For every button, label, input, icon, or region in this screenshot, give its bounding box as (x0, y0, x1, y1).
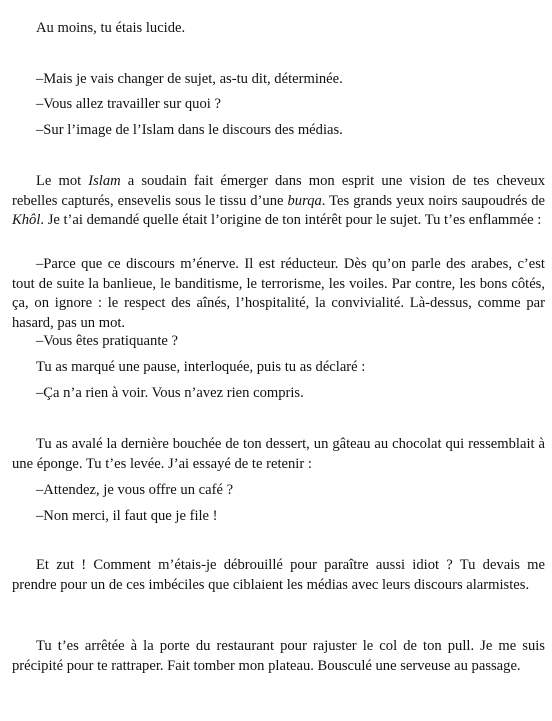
dialogue-line-2: –Vous allez travailler sur quoi ? (36, 96, 221, 112)
dialogue-paragraph-discours: –Parce que ce discours m’énerve. Il est réducteur. Dès qu’on parle des arabes, c’est tout de suite la banlieue, le banditisme, le terrorisme, les voiles. Par contre, les bons côtés, ça, on ignore : le respect des aînés, l’hospitalité, la convivialité. Là-dessus, comme par hasard, pas un mot. (12, 256, 545, 331)
dialogue-line-1: –Mais je vais changer de sujet, as-tu dit, déterminée. (36, 71, 343, 87)
paragraph-islam-part-2: a soudain fait émerger dans mon esprit une vision de tes cheveux rebelles capturés, ensevelis sous le tissu d’une (12, 173, 545, 209)
paragraph-islam-italic-1: Islam (88, 173, 121, 189)
paragraph-islam-part-1: Le mot (36, 173, 89, 189)
paragraph-1: Au moins, tu étais lucide. (36, 20, 186, 36)
paragraph-et-zut: Et zut ! Comment m’étais-je débrouillé pour paraître aussi idiot ? Tu devais me prendre pour un de ces imbéciles que ciblaient les médias avec leurs discours alarmistes. (12, 557, 545, 593)
paragraph-islam-part-4: . Je t’ai demandé quelle était l’origine de ton intérêt pour le sujet. Tu t’es enflammée : (40, 212, 542, 228)
paragraph-islam-part-3: . Tes grands yeux noirs saupoudrés de (321, 192, 545, 209)
dialogue-line-3: –Sur l’image de l’Islam dans le discours des médias. (36, 122, 343, 138)
dialogue-line-cafe: –Attendez, je vous offre un café ? (36, 482, 234, 498)
dialogue-line-file: –Non merci, il faut que je file ! (36, 508, 218, 524)
dialogue-line-rien-compris: –Ça n’a rien à voir. Vous n’avez rien compris. (36, 385, 304, 401)
paragraph-pause: Tu as marqué une pause, interloquée, puis tu as déclaré : (36, 359, 366, 375)
paragraph-islam-italic-3: Khôl (12, 212, 41, 228)
paragraph-dessert: Tu as avalé la dernière bouchée de ton dessert, un gâteau au chocolat qui ressemblait à une éponge. Tu t’es levée. J’ai essayé de te retenir : (12, 436, 545, 472)
paragraph-restaurant: Tu t’es arrêtée à la porte du restaurant pour rajuster le col de ton pull. Je me suis précipité pour te rattraper. Fait tomber mon plateau. Bousculé une serveuse au passage. (12, 638, 545, 674)
paragraph-islam-italic-2: burqa (287, 192, 322, 209)
paragraph-islam (12, 172, 545, 231)
dialogue-line-pratiquante: –Vous êtes pratiquante ? (36, 333, 178, 349)
